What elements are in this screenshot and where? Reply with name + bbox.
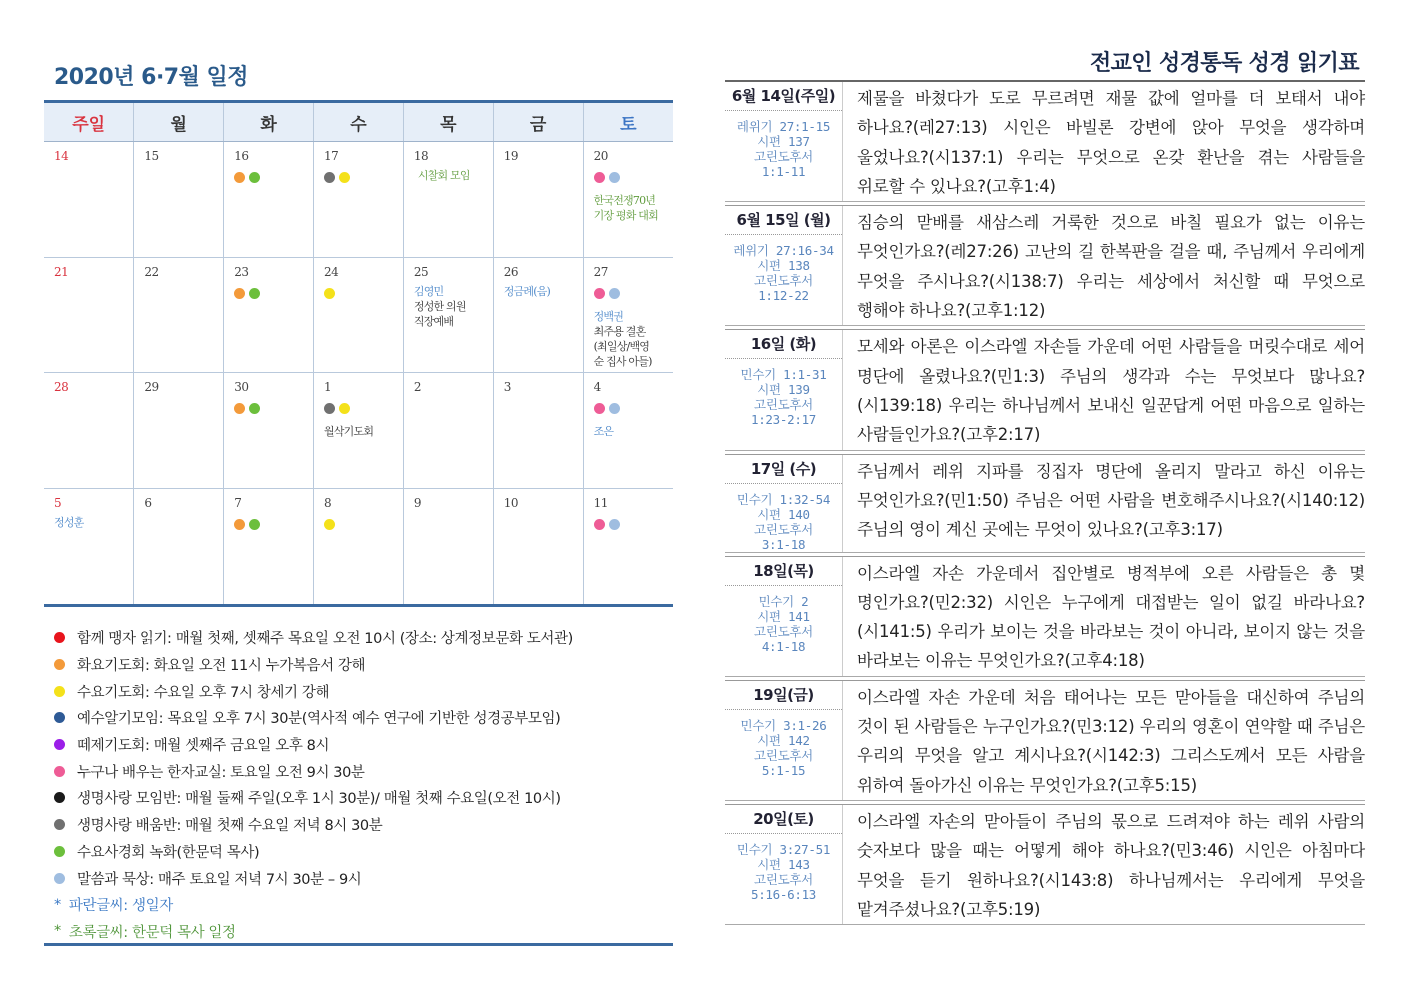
event-dot: [324, 288, 335, 299]
asterisk-icon: *: [54, 896, 61, 913]
legend-item: [54, 651, 673, 678]
day-event-text: 월삭기도회: [324, 425, 374, 438]
reading-reference: 시편 143: [757, 856, 810, 872]
reading-day-meta: [725, 805, 843, 924]
legend-note: [54, 891, 673, 918]
legend-dot-icon: [54, 632, 65, 643]
event-dot: [234, 519, 245, 530]
day-number: 2: [413, 380, 422, 394]
day-number: 18: [413, 149, 429, 163]
legend-text: 떼제기도회: 매월 셋째주 금요일 오후 8시: [77, 738, 330, 755]
calendar-day-cell: [314, 488, 404, 604]
reading-reference: 민수기 1:1-31: [740, 367, 827, 383]
day-events: [594, 424, 673, 439]
legend-dot-icon: [54, 873, 65, 884]
calendar-day-cell: [403, 488, 493, 604]
calendar-bottom-rule: [44, 604, 673, 607]
reading-reference: 1:23-2:17: [750, 412, 817, 428]
reading-day-meta: [725, 82, 843, 201]
day-events: [414, 284, 493, 329]
legend-text: 말씀과 묵상: 매주 토요일 저녁 7시 30분 – 9시: [77, 871, 362, 888]
reading-day-label: 17일 (수): [725, 455, 842, 484]
legend-text: 누구나 배우는 한자교실: 토요일 오전 9시 30분: [77, 764, 365, 781]
day-number: 16: [234, 149, 249, 163]
event-dots: [594, 172, 673, 183]
day-event-text: 정금례(음): [503, 284, 551, 298]
event-dots: [234, 288, 313, 299]
calendar-week-row: [44, 142, 673, 258]
reading-reference: 고린도후서: [754, 149, 813, 164]
legend-text: 생명사랑 모임반: 매월 둘째 주일(오후 1시 30분)/ 매월 첫째 수요일(오전 10시): [77, 791, 561, 808]
calendar-day-cell: [44, 257, 134, 373]
event-dot: [324, 519, 335, 530]
day-number: 15: [144, 149, 159, 163]
reading-references: [725, 484, 842, 552]
day-number: 19: [503, 149, 518, 163]
calendar-day-cell: [583, 373, 673, 489]
reading-reference: 시편 138: [757, 258, 810, 274]
day-number: 26: [503, 264, 518, 279]
day-events: [504, 284, 583, 299]
calendar-week-row: [44, 488, 673, 604]
day-events: [594, 309, 673, 369]
day-event-text: 김영민: [413, 284, 444, 298]
reading-reference: 3:1-18: [761, 536, 806, 552]
reading-day-label: 6월 14일(주일): [725, 82, 842, 111]
event-dots: [234, 172, 313, 183]
reading-day-row: [725, 804, 1365, 925]
reading-questions: 이스라엘 자손 가운데서 집안별로 병적부에 오른 사람들은 총 몇 명인가요?(민2:32) 시인은 누구에게 대접받는 일이 없길 바라나요?(시141:5) 우리가 보이는 것을 바라보는 것이 아니라, 보이지 않는 것을 바라보는 이유는 무엇인가요?(고후4:18): [857, 563, 1365, 671]
reading-references: [725, 359, 842, 427]
calendar-day-cell: [314, 373, 404, 489]
event-dot: [594, 288, 605, 299]
day-number: 6: [144, 495, 152, 510]
day-number: 7: [234, 495, 242, 510]
weekday-header: 수: [314, 102, 404, 142]
reading-reference: 민수기 3:1-26: [740, 717, 827, 733]
day-number: 28: [54, 380, 69, 394]
calendar-title: 2020년 6·7월 일정: [54, 65, 249, 90]
weekday-header: 금: [493, 102, 583, 142]
reading-reference: 시편 140: [757, 506, 810, 522]
calendar-body: [44, 142, 673, 604]
reading-reference: 고린도후서: [754, 871, 813, 887]
reading-day-meta: [725, 455, 843, 552]
event-dot: [609, 403, 620, 414]
event-dot: [234, 288, 245, 299]
day-number: 14: [54, 149, 69, 163]
calendar-day-cell: [224, 373, 314, 489]
reading-reference: 시편 137: [757, 134, 810, 149]
legend-note-text: 파란글씨: 생일자: [68, 898, 173, 915]
day-event-text: 시찰회 모임: [417, 169, 470, 182]
day-number: 24: [324, 264, 339, 279]
legend-text: 생명사랑 배움반: 매월 첫째 수요일 저녁 8시 30분: [77, 818, 383, 835]
legend-dot-icon: [54, 712, 65, 723]
legend-dot-icon: [54, 739, 65, 750]
day-number: 5: [54, 495, 62, 510]
day-number: 30: [234, 380, 249, 394]
legend-text: 화요기도회: 화요일 오전 11시 누가복음서 강해: [77, 658, 366, 675]
event-dots: [594, 403, 673, 414]
calendar-week-row: [44, 257, 673, 373]
calendar-day-cell: [224, 257, 314, 373]
reading-day-row: [725, 454, 1365, 553]
reading-references: [725, 235, 842, 303]
calendar-day-cell: [134, 373, 224, 489]
weekday-header: 주일: [44, 102, 134, 142]
event-dot: [609, 288, 620, 299]
weekday-header: 토: [583, 102, 673, 142]
calendar-day-cell: [583, 488, 673, 604]
day-number: 27: [593, 264, 608, 279]
reading-reference: 5:16-6:13: [750, 886, 817, 902]
day-number: 1: [324, 380, 332, 394]
calendar-day-cell: [44, 142, 134, 258]
reading-reference: 1:12-22: [758, 288, 809, 304]
day-event-text: 정백권: [593, 309, 624, 323]
day-number: 4: [593, 380, 601, 394]
reading-day-row: [725, 205, 1365, 326]
event-dot: [249, 519, 260, 530]
reading-day-meta: [725, 681, 843, 800]
event-dot: [609, 519, 620, 530]
legend-item: [54, 625, 673, 652]
legend-item: [54, 865, 673, 892]
legend-note-text: 초록글씨: 한문덕 목사 일정: [68, 924, 236, 941]
calendar-day-cell: [134, 142, 224, 258]
day-number: 10: [503, 495, 518, 510]
calendar-day-cell: [44, 488, 134, 604]
event-dots: [234, 403, 313, 414]
day-event-text: (최일상/백영: [593, 339, 650, 353]
reading-day-meta: [725, 557, 843, 676]
event-dot: [234, 172, 245, 183]
reading-reference: 고린도후서: [754, 397, 813, 413]
day-event-text: 기장 평화 대회: [593, 209, 658, 222]
reading-references: [725, 834, 842, 902]
day-number: 9: [413, 495, 422, 510]
legend-list: [44, 625, 673, 945]
legend-item: [54, 705, 673, 732]
day-event-text: 직장예배: [413, 314, 454, 328]
reading-section: [725, 48, 1365, 928]
legend-item: [54, 785, 673, 812]
calendar-section: [44, 60, 673, 945]
day-event-text: 조은: [593, 425, 614, 438]
event-dots: [594, 519, 673, 530]
day-event-text: 정성한 의원: [413, 299, 466, 313]
legend-bottom-rule: [44, 943, 673, 946]
reading-reference: 5:1-15: [761, 762, 806, 778]
calendar-day-cell: [493, 488, 583, 604]
reading-reference: 고린도후서: [754, 273, 813, 289]
reading-day-row: [725, 80, 1365, 202]
calendar-day-cell: [403, 373, 493, 489]
day-events: [324, 424, 403, 439]
day-number: 29: [144, 380, 159, 394]
legend-item: [54, 811, 673, 838]
day-events: [54, 515, 133, 530]
weekday-header: 화: [224, 102, 314, 142]
reading-references: [725, 586, 842, 654]
calendar-day-cell: [224, 488, 314, 604]
event-dot: [339, 172, 350, 183]
reading-questions: 모세와 아론은 이스라엘 자손들 가운데 어떤 사람들을 머릿수대로 세어 명단에 올렸나요?(민1:3) 주님의 생각과 수는 무엇보다 많나요?(시139:18) 우리는 하나님께서 보내신 일꾼답게 어떤 마음으로 일하는 사람들인가요?(고후2:17): [857, 337, 1365, 445]
event-dots: [234, 519, 313, 530]
calendar-week-row: [44, 373, 673, 489]
reading-reference: 시편 139: [757, 382, 810, 398]
event-dot: [234, 403, 245, 414]
day-event-text: 최주용 결혼: [593, 324, 646, 338]
day-events: [414, 168, 493, 183]
reading-day-label: 19일(금): [725, 681, 842, 710]
weekday-header: 월: [134, 102, 224, 142]
calendar-day-cell: [44, 373, 134, 489]
legend-dot-icon: [54, 792, 65, 803]
legend-dot-icon: [54, 819, 65, 830]
calendar-day-cell: [493, 142, 583, 258]
asterisk-icon: *: [54, 923, 61, 940]
calendar-day-cell: [403, 142, 493, 258]
legend-text: 함께 맹자 읽기: 매월 첫째, 셋째주 목요일 오전 10시 (장소: 상계정보문화 도서관): [77, 631, 573, 648]
day-number: 22: [144, 264, 159, 279]
calendar-day-cell: [314, 257, 404, 373]
legend-item: [54, 758, 673, 785]
reading-list: [725, 80, 1365, 925]
legend-item: [54, 678, 673, 705]
reading-reference: 고린도후서: [754, 747, 813, 763]
reading-questions: 이스라엘 자손의 맏아들이 주님의 몫으로 드려져야 하는 레위 사람의 숫자보다 많을 때는 어떻게 해야 하나요?(민3:46) 시인은 아침마다 무엇을 듣기 원하나요?(시143:8) 하나님께서는 우리에게 무엇을 맡겨주셨나요?(고후5:19): [857, 811, 1365, 919]
day-event-text: 한국전쟁70년: [593, 194, 656, 207]
reading-reference: 민수기 2: [758, 593, 809, 609]
legend-text: 수요사경회 녹화(한문덕 목사): [77, 844, 260, 861]
reading-references: [725, 710, 842, 778]
day-number: 3: [503, 380, 511, 394]
calendar-table: [44, 100, 673, 604]
event-dot: [609, 172, 620, 183]
reading-day-meta: [725, 206, 843, 325]
legend-dot-icon: [54, 686, 65, 697]
event-dot: [324, 172, 335, 183]
legend-dot-icon: [54, 766, 65, 777]
day-number: 8: [324, 495, 332, 510]
calendar-day-cell: [314, 142, 404, 258]
day-number: 23: [234, 264, 249, 279]
calendar-day-cell: [403, 257, 493, 373]
weekday-header-row: [44, 102, 673, 142]
day-event-text: 정성훈: [54, 515, 84, 529]
reading-reference: 민수기 1:32-54: [736, 491, 831, 507]
legend-item: [54, 838, 673, 865]
day-event-text: 순 집사 아들): [593, 354, 652, 368]
reading-day-label: 18일(목): [725, 557, 842, 586]
event-dots: [594, 288, 673, 299]
event-dots: [324, 403, 403, 414]
event-dots: [324, 288, 403, 299]
day-events: [594, 193, 673, 223]
calendar-day-cell: [493, 373, 583, 489]
reading-reference: 레위기 27:16-34: [733, 243, 834, 259]
legend-dot-icon: [54, 659, 65, 670]
reading-day-label: 20일(토): [725, 805, 842, 834]
reading-reference: 레위기 27:1-15: [736, 119, 831, 134]
reading-reference: 고린도후서: [754, 521, 813, 537]
event-dot: [324, 403, 335, 414]
day-number: 11: [593, 495, 608, 510]
legend-dot-icon: [54, 846, 65, 857]
legend-text: 예수알기모임: 목요일 오후 7시 30분(역사적 예수 연구에 기반한 성경공부모임): [77, 711, 561, 728]
legend-note: [54, 918, 673, 945]
reading-day-row: [725, 680, 1365, 801]
legend-item: [54, 731, 673, 758]
reading-day-row: [725, 556, 1365, 677]
reading-references: [725, 111, 842, 179]
reading-questions: 이스라엘 자손 가운데 처음 태어나는 모든 맏아들을 대신하여 주님의 것이 된 사람들은 누구인가요?(민3:12) 우리의 영혼이 연약할 때 주님은 우리의 무엇을 알고 계시나요?(시142:3) 그리스도께서 모든 사람을 위하여 돌아가신 이유는 무엇인가요?(고후5:15): [857, 687, 1365, 795]
reading-reference: 고린도후서: [754, 623, 813, 639]
day-number: 25: [413, 264, 429, 279]
reading-questions: 제물을 바쳤다가 도로 무르려면 재물 값에 얼마를 더 보태서 내야 하나요?(레27:13) 시인은 바빌론 강변에 앉아 무엇을 생각하며 울었나요?(시137:1) 우리는 무엇으로 온갖 환난을 겪는 사람들을 위로할 수 있나요?(고후1:4): [857, 89, 1365, 196]
reading-day-label: 6월 15일 (월): [725, 206, 842, 235]
reading-questions: 주님께서 레위 지파를 징집자 명단에 올리지 말라고 하신 이유는 무엇인가요?(민1:50) 주님은 어떤 사람을 변호해주시나요?(시140:12) 주님의 영이 계신 곳에는 무엇이 있나요?(고후3:17): [857, 461, 1365, 540]
day-number: 17: [324, 149, 339, 163]
reading-reference: 민수기 3:27-51: [736, 841, 831, 857]
reading-reference: 시편 141: [757, 608, 810, 624]
event-dot: [594, 403, 605, 414]
day-number: 21: [54, 264, 69, 279]
calendar-day-cell: [134, 257, 224, 373]
calendar-day-cell: [583, 142, 673, 258]
weekday-header: 목: [403, 102, 493, 142]
event-dot: [594, 519, 605, 530]
reading-day-meta: [725, 330, 843, 449]
calendar-day-cell: [493, 257, 583, 373]
day-number: 20: [593, 149, 608, 163]
reading-day-row: [725, 329, 1365, 450]
legend-text: 수요기도회: 수요일 오후 7시 창세기 강해: [77, 684, 330, 701]
reading-reference: 4:1-18: [761, 638, 806, 654]
event-dot: [594, 172, 605, 183]
calendar-day-cell: [134, 488, 224, 604]
reading-reference: 1:1-11: [761, 164, 806, 179]
reading-questions: 짐승의 맏배를 새삼스레 거룩한 것으로 바칠 필요가 없는 이유는 무엇인가요?(레27:26) 고난의 길 한복판을 걸을 때, 주님께서 우리에게 무엇을 주시나요?(시138:7) 우리는 세상에서 처신할 때 무엇으로 행해야 하나요?(고후1:12): [857, 213, 1365, 321]
event-dot: [249, 172, 260, 183]
event-dots: [324, 172, 403, 183]
reading-title: 전교인 성경통독 성경 읽기표: [1089, 51, 1359, 76]
reading-day-label: 16일 (화): [725, 330, 842, 359]
reading-reference: 시편 142: [757, 732, 810, 748]
event-dot: [249, 288, 260, 299]
event-dots: [324, 519, 403, 530]
event-dot: [339, 403, 350, 414]
event-dot: [249, 403, 260, 414]
calendar-day-cell: [224, 142, 314, 258]
calendar-day-cell: [583, 257, 673, 373]
